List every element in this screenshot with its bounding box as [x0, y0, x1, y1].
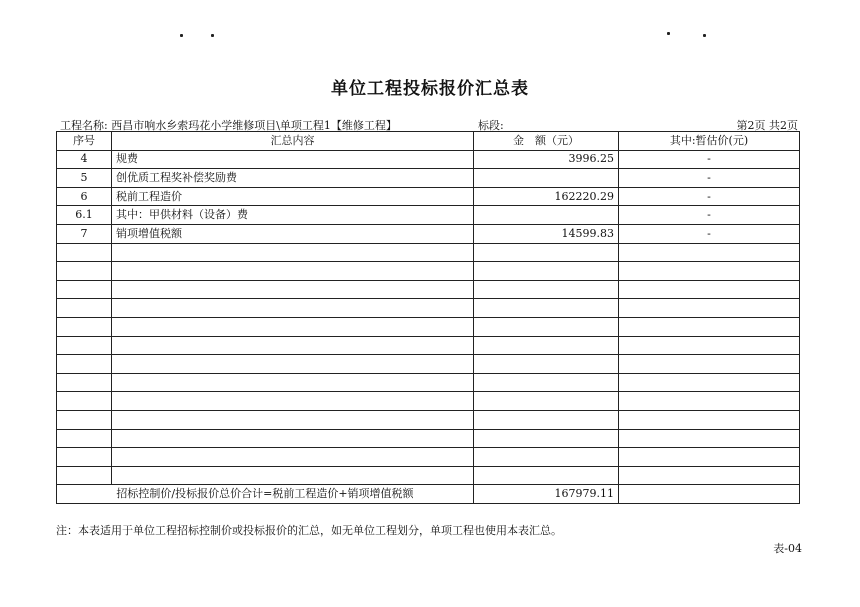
section-label: 标段: [478, 119, 504, 132]
page-title: 单位工程投标报价汇总表 [331, 79, 529, 99]
empty-cell [619, 262, 800, 281]
cell-amount: 14599.83 [474, 224, 619, 243]
empty-cell [474, 317, 619, 336]
empty-cell [474, 448, 619, 467]
cell-estimate: - [619, 150, 800, 169]
cell-no: 7 [57, 224, 112, 243]
empty-cell [474, 466, 619, 485]
empty-cell [112, 262, 474, 281]
empty-cell [112, 410, 474, 429]
table-row-empty [57, 317, 800, 336]
empty-cell [112, 373, 474, 392]
table-row-empty [57, 448, 800, 467]
project-label: 工程名称: [60, 119, 108, 132]
empty-cell [619, 336, 800, 355]
scan-mark [180, 34, 183, 37]
table-row-empty [57, 355, 800, 374]
cell-content: 规费 [112, 150, 474, 169]
empty-cell [112, 299, 474, 318]
total-estimate [619, 485, 800, 504]
cell-amount: 162220.29 [474, 187, 619, 206]
form-number: 表-04 [773, 542, 802, 555]
empty-cell [112, 243, 474, 262]
table-row-empty [57, 429, 800, 448]
empty-cell [57, 317, 112, 336]
header-content: 汇总内容 [112, 132, 474, 151]
table-row [57, 206, 800, 225]
table-header-row [57, 132, 800, 151]
empty-cell [619, 429, 800, 448]
empty-cell [619, 243, 800, 262]
empty-cell [474, 336, 619, 355]
table-row-empty [57, 336, 800, 355]
empty-cell [474, 355, 619, 374]
empty-cell [57, 262, 112, 281]
cell-content: 税前工程造价 [112, 187, 474, 206]
cell-amount [474, 206, 619, 225]
empty-cell [57, 448, 112, 467]
cell-no: 6 [57, 187, 112, 206]
scan-mark [667, 32, 670, 35]
cell-estimate: - [619, 187, 800, 206]
header-estimate: 其中:暂估价(元) [619, 132, 800, 151]
empty-cell [112, 336, 474, 355]
header-amount: 金 额（元） [474, 132, 619, 151]
empty-cell [619, 392, 800, 411]
empty-cell [57, 429, 112, 448]
table-row-empty [57, 280, 800, 299]
cell-no: 6.1 [57, 206, 112, 225]
empty-cell [619, 355, 800, 374]
cell-estimate: - [619, 169, 800, 188]
empty-cell [112, 317, 474, 336]
table-row-empty [57, 410, 800, 429]
empty-cell [619, 299, 800, 318]
empty-cell [474, 243, 619, 262]
footnote: 注：本表适用于单位工程招标控制价或投标报价的汇总，如无单位工程划分，单项工程也使用本表汇总。 [56, 524, 562, 537]
empty-cell [57, 243, 112, 262]
empty-cell [57, 392, 112, 411]
page-info: 第2页 共2页 [736, 119, 798, 132]
empty-cell [112, 448, 474, 467]
empty-cell [474, 262, 619, 281]
table-row [57, 150, 800, 169]
empty-cell [474, 280, 619, 299]
cell-estimate: - [619, 206, 800, 225]
project-name: 西昌市响水乡索玛花小学维修项目\单项工程1【维修工程】 [111, 119, 397, 132]
header-no: 序号 [57, 132, 112, 151]
cell-content: 创优质工程奖补偿奖励费 [112, 169, 474, 188]
cell-amount [474, 169, 619, 188]
empty-cell [112, 280, 474, 299]
empty-cell [619, 410, 800, 429]
empty-cell [474, 429, 619, 448]
cell-no: 5 [57, 169, 112, 188]
empty-cell [474, 299, 619, 318]
empty-cell [57, 410, 112, 429]
total-amount: 167979.11 [474, 485, 619, 504]
empty-cell [619, 373, 800, 392]
empty-cell [57, 280, 112, 299]
cell-content: 销项增值税额 [112, 224, 474, 243]
empty-cell [57, 466, 112, 485]
empty-cell [57, 355, 112, 374]
empty-cell [57, 299, 112, 318]
cell-estimate: - [619, 224, 800, 243]
table-row-empty [57, 243, 800, 262]
empty-cell [112, 429, 474, 448]
table-row-empty [57, 373, 800, 392]
scan-mark [703, 34, 706, 37]
table-row-empty [57, 466, 800, 485]
empty-cell [112, 392, 474, 411]
empty-cell [474, 392, 619, 411]
total-label: 招标控制价/投标报价总价合计=税前工程造价+销项增值税额 [57, 485, 474, 504]
empty-cell [619, 466, 800, 485]
empty-cell [474, 410, 619, 429]
empty-cell [112, 466, 474, 485]
empty-cell [474, 373, 619, 392]
table-row [57, 187, 800, 206]
cell-no: 4 [57, 150, 112, 169]
empty-cell [619, 280, 800, 299]
empty-cell [57, 373, 112, 392]
table-row [57, 169, 800, 188]
total-row [57, 485, 800, 504]
cell-amount: 3996.25 [474, 150, 619, 169]
empty-cell [619, 448, 800, 467]
empty-cell [619, 317, 800, 336]
summary-table [56, 131, 800, 504]
scan-mark [211, 34, 214, 37]
table-row-empty [57, 299, 800, 318]
cell-content: 其中：甲供材料（设备）费 [112, 206, 474, 225]
table-row-empty [57, 392, 800, 411]
empty-cell [112, 355, 474, 374]
table-row-empty [57, 262, 800, 281]
table-row [57, 224, 800, 243]
empty-cell [57, 336, 112, 355]
